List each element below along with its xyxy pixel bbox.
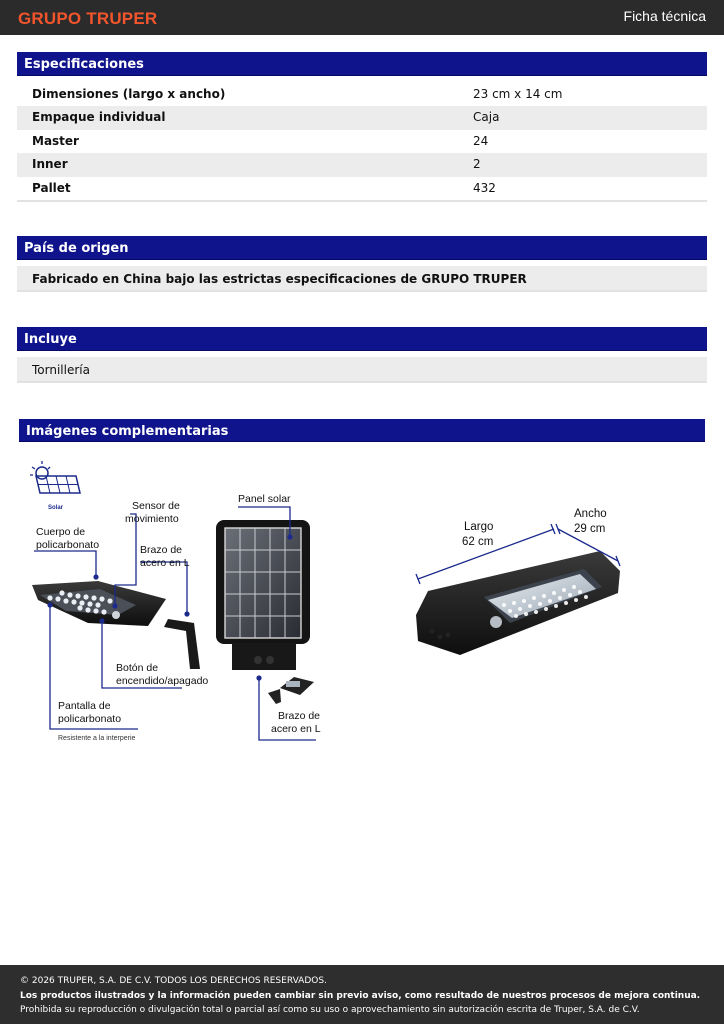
- button-label-2: encendido/apagado: [116, 675, 209, 687]
- panel-label: Panel solar: [238, 493, 291, 505]
- product-diagram: [18, 455, 708, 755]
- solar-icon: [30, 461, 80, 511]
- spec-value: 432: [473, 180, 496, 195]
- button-label-1: Botón de: [116, 662, 159, 674]
- spec-row-package: [17, 106, 707, 129]
- document-type: Ficha técnica: [623, 8, 706, 24]
- sensor-label-2: movimiento: [125, 513, 179, 525]
- screen-label-1: Pantalla de: [58, 700, 111, 712]
- spec-value: 2: [473, 157, 481, 172]
- perspective-light: [416, 551, 620, 655]
- spec-row-dimensions: [17, 83, 707, 106]
- footer: [0, 965, 724, 1024]
- origin-text: Fabricado en China bajo las estrictas especificaciones de GRUPO TRUPER: [17, 266, 707, 292]
- spec-row-inner: [17, 153, 707, 176]
- arm-detail: [268, 677, 314, 704]
- spec-row-master: [17, 130, 707, 153]
- includes-header: Incluye: [17, 327, 707, 351]
- footer-legal: Prohibida su reproducción o divulgación total o parcial así como su uso o aprovechamiento sin autorización escrita de Truper, S.A. de C.V.: [20, 1005, 640, 1015]
- spec-label: Dimensiones (largo x ancho): [32, 87, 226, 101]
- body-label-1: Cuerpo de: [36, 526, 86, 538]
- arm2-label-1: Brazo de: [278, 710, 321, 722]
- length-label-1: Largo: [464, 521, 494, 533]
- brand-logo: GRUPO TRUPER: [18, 9, 158, 28]
- product-images: [18, 455, 708, 755]
- origin-header: País de origen: [17, 236, 707, 260]
- body-label-2: policarbonato: [36, 539, 100, 551]
- solar-icon-label: Solar: [48, 505, 64, 511]
- spec-label: Empaque individual: [32, 110, 166, 125]
- spec-value: 24: [473, 133, 489, 148]
- footer-copyright: © 2026 TRUPER, S.A. DE C.V. TODOS LOS DERECHOS RESERVADOS.: [20, 976, 327, 986]
- images-header: Imágenes complementarias: [19, 419, 705, 442]
- arm2-label-2: acero en L: [271, 723, 321, 735]
- sensor-label-1: Sensor de: [132, 500, 180, 512]
- spec-label: Master: [32, 133, 79, 148]
- screen-label-3: Resistente a la interperie: [58, 735, 136, 742]
- side-view-light: [32, 581, 200, 669]
- spec-row-pallet: [17, 177, 707, 200]
- top-bar: [0, 0, 724, 35]
- specs-header: Especificaciones: [17, 52, 707, 76]
- specs-table: [17, 83, 707, 202]
- arm-label-1: Brazo de: [140, 544, 183, 556]
- spec-value: Caja: [473, 110, 500, 125]
- width-label-1: Ancho: [574, 508, 607, 520]
- arm-label-2: acero en L: [140, 557, 190, 569]
- screen-label-2: policarbonato: [58, 713, 122, 725]
- spec-value: 23 cm x 14 cm: [473, 87, 563, 101]
- spec-label: Inner: [32, 157, 68, 172]
- width-label-2: 29 cm: [574, 523, 606, 535]
- includes-text: Tornillería: [17, 357, 707, 383]
- footer-notice: Los productos ilustrados y la información pueden cambiar sin previo aviso, como resultado de nuestros procesos de mejora continua.: [20, 990, 701, 1001]
- length-label-2: 62 cm: [462, 536, 494, 548]
- front-view-light: [216, 520, 310, 670]
- spec-label: Pallet: [32, 180, 71, 195]
